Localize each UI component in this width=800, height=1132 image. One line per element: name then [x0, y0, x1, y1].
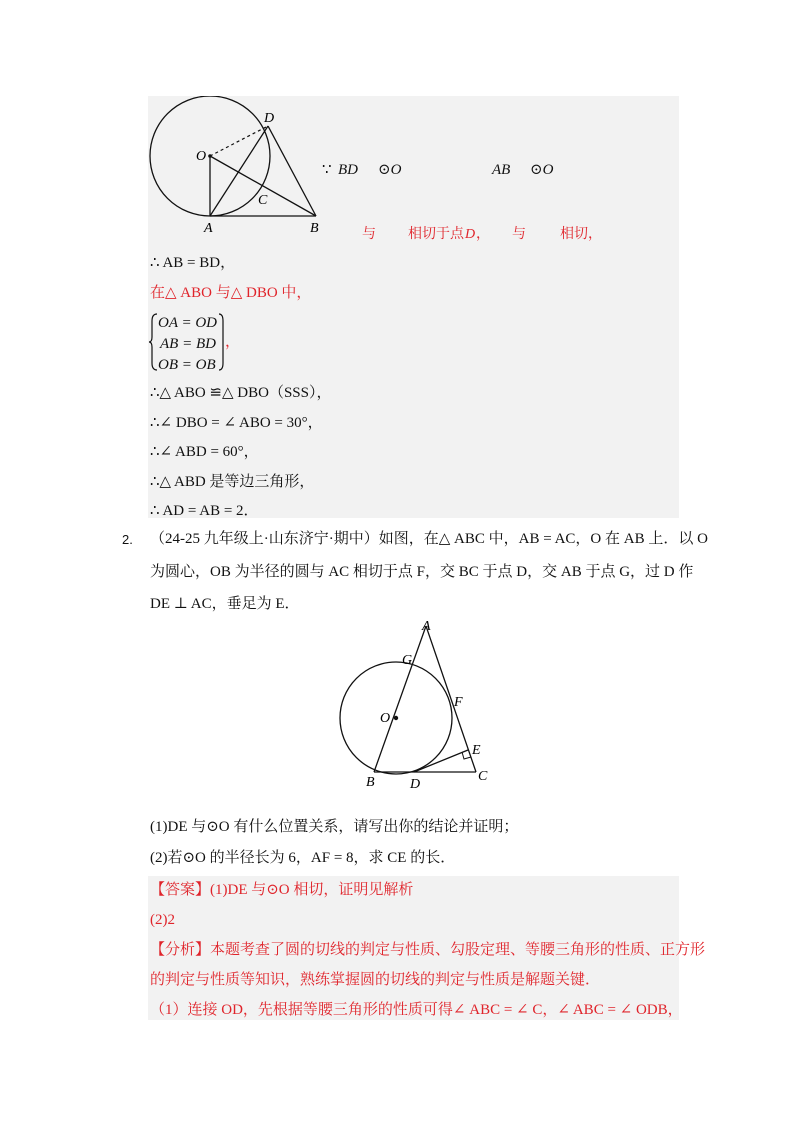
system-tail: ， [225, 334, 241, 350]
label-c2: C [478, 769, 488, 784]
figure-circle-tangents [148, 96, 328, 236]
tangent-word-2: 相切于点 [408, 227, 464, 242]
figure-triangle-circle [330, 614, 510, 794]
answer-2: (2)2 [150, 912, 175, 928]
congruence-system [158, 313, 217, 376]
brace-right [218, 313, 224, 371]
problem-line-3: DE ⊥ AC，垂足为 E． [150, 596, 300, 612]
step-ad-eq-ab: ∴ AD = AB = 2． [150, 503, 259, 519]
point-o [208, 154, 212, 158]
segment-ac2 [426, 626, 476, 772]
analysis-line-2: 的判定与性质等知识，熟练掌握圆的切线的判定与性质是解题关键． [150, 972, 601, 988]
label-a: A [204, 221, 213, 236]
segment-ab2 [374, 626, 426, 772]
problem-number: 2. [122, 532, 133, 547]
label-o: O [196, 149, 207, 164]
tangent-word-comma: ， [476, 227, 490, 242]
label-f2: F [454, 695, 463, 710]
tangent-word-4: 相切， [560, 227, 602, 242]
because-symbol: ∵ [322, 162, 332, 178]
question-2: (2)若⊙O 的半径长为 6，AF = 8，求 CE 的长． [150, 850, 456, 866]
label-e2: E [472, 743, 481, 758]
label-g2: G [402, 653, 413, 668]
analysis-line-3: （1）连接 OD，先根据等腰三角形的性质可得∠ ABC = ∠ C，∠ ABC = ∠ ODB， [150, 1002, 683, 1018]
analysis-line-1: 【分析】本题考查了圆的切线的判定与性质、勾股定理、等腰三角形的性质、正方形 [150, 942, 706, 958]
tangent-word-3: 与 [512, 227, 526, 242]
step-in-triangles: 在△ ABO 与△ DBO 中， [150, 285, 312, 301]
problem-line-1: （24-25 九年级上·山东济宁·期中）如图，在△ ABC 中，AB = AC，O 在 AB 上．以 O [150, 531, 708, 547]
answer-1: 【答案】(1)DE 与⊙O 相切，证明见解析 [150, 882, 414, 898]
label-a2: A [422, 619, 431, 634]
label-o2: O [380, 711, 391, 726]
label-c: C [258, 193, 268, 208]
tangent-bd: BD [338, 162, 358, 178]
step-congruent: ∴△ ABO ≌△ DBO（SSS）， [150, 385, 332, 401]
system-row-2: AB = BD [160, 336, 216, 352]
system-row-3: OB = OB [158, 357, 216, 373]
tangent-circle-1: ⊙O [378, 162, 402, 178]
segment-od-dashed [210, 126, 268, 156]
label-d2: D [410, 777, 421, 792]
tangent-word-d: D [465, 227, 476, 242]
label-b: B [310, 221, 319, 236]
system-row-1: OA = OD [158, 315, 218, 331]
tangent-circle-2: ⊙O [530, 162, 554, 178]
tangent-ab: AB [492, 162, 511, 178]
point-o2 [394, 716, 398, 720]
question-1: (1)DE 与⊙O 有什么位置关系，请写出你的结论并证明； [150, 819, 519, 835]
segment-de2 [414, 750, 468, 772]
step-equilateral: ∴△ ABD 是等边三角形， [150, 474, 315, 490]
step-angle-dbo: ∴∠ DBO = ∠ ABO = 30°， [150, 415, 323, 431]
label-b2: B [366, 775, 375, 790]
problem-line-2: 为圆心，OB 为半径的圆与 AC 相切于点 F，交 BC 于点 D，交 AB 于点 G，过 D 作 [150, 564, 694, 580]
label-d: D [264, 111, 275, 126]
step-angle-abd: ∴∠ ABD = 60°， [150, 444, 259, 460]
tangent-word-1: 与 [362, 227, 376, 242]
step-ab-eq-bd: ∴ AB = BD， [150, 255, 236, 271]
